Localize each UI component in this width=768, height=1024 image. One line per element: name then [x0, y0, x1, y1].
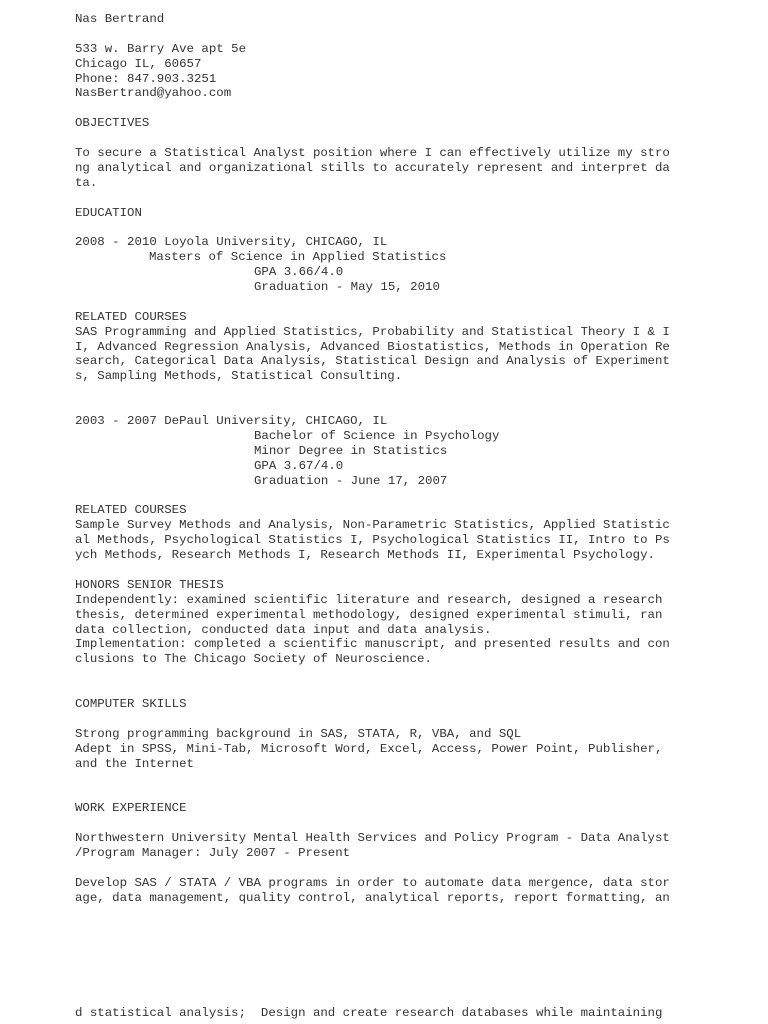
resume-document: [75, 12, 755, 905]
loyola-courses-line: I, Advanced Regression Analysis, Advanced Biostatistics, Methods in Operation Re: [75, 339, 670, 354]
thesis-line: Independently: examined scientific literature and research, designed a research: [75, 592, 663, 607]
loyola-courses-line: search, Categorical Data Analysis, Statistical Design and Analysis of Experiment: [75, 354, 670, 369]
objectives-line: To secure a Statistical Analyst position where I can effectively utilize my stro: [75, 146, 670, 161]
objectives-line: ta.: [75, 175, 98, 190]
depaul-courses-heading: RELATED COURSES: [75, 503, 187, 518]
thesis-line: thesis, determined experimental methodology, designed experimental stimuli, ran: [75, 607, 663, 622]
work-heading: WORK EXPERIENCE: [75, 801, 187, 816]
skills-line: and the Internet: [75, 756, 194, 771]
loyola-courses-heading: RELATED COURSES: [75, 309, 187, 324]
depaul-courses-line: Sample Survey Methods and Analysis, Non-Parametric Statistics, Applied Statistic: [75, 518, 670, 533]
depaul-courses-line: ych Methods, Research Methods I, Research Methods II, Experimental Psychology.: [75, 548, 655, 563]
applicant-name: Nas Bertrand: [75, 12, 165, 26]
depaul-graduation: Graduation - June 17, 2007: [254, 473, 448, 488]
phone: Phone: 847.903.3251: [75, 71, 217, 86]
work-desc-continued: d statistical analysis; Design and create research databases while maintaining: [75, 1006, 663, 1020]
loyola-degree: Masters of Science in Applied Statistics: [149, 250, 447, 265]
thesis-line: Implementation: completed a scientific manuscript, and presented results and con: [75, 637, 670, 652]
thesis-line: clusions to The Chicago Society of Neuroscience.: [75, 652, 432, 667]
skills-heading: COMPUTER SKILLS: [75, 696, 187, 711]
depaul-courses-line: al Methods, Psychological Statistics I, Psychological Statistics II, Intro to Ps: [75, 533, 670, 548]
loyola-courses-line: SAS Programming and Applied Statistics, Probability and Statistical Theory I & I: [75, 324, 670, 339]
education-heading: EDUCATION: [75, 205, 142, 220]
skills-line: Strong programming background in SAS, STATA, R, VBA, and SQL: [75, 726, 522, 741]
loyola-graduation: Graduation - May 15, 2010: [254, 280, 440, 295]
work-title-line: Northwestern University Mental Health Services and Policy Program - Data Analyst: [75, 830, 670, 845]
thesis-line: data collection, conducted data input and data analysis.: [75, 622, 492, 637]
depaul-minor: Minor Degree in Statistics: [254, 443, 448, 458]
address-line-1: 533 w. Barry Ave apt 5e: [75, 41, 247, 56]
email: NasBertrand@yahoo.com: [75, 86, 232, 101]
work-desc-line: Develop SAS / STATA / VBA programs in order to automate data mergence, data stor: [75, 875, 670, 890]
depaul-gpa: GPA 3.67/4.0: [254, 458, 344, 473]
objectives-heading: OBJECTIVES: [75, 116, 150, 131]
work-desc-line: age, data management, quality control, analytical reports, report formatting, an: [75, 890, 670, 905]
depaul-degree: Bachelor of Science in Psychology: [254, 428, 500, 443]
loyola-gpa: GPA 3.66/4.0: [254, 265, 344, 280]
work-title-line: /Program Manager: July 2007 - Present: [75, 845, 351, 860]
depaul-entry: 2003 - 2007 DePaul University, CHICAGO, IL: [75, 414, 388, 429]
skills-line: Adept in SPSS, Mini-Tab, Microsoft Word, Excel, Access, Power Point, Publisher,: [75, 741, 663, 756]
loyola-entry: 2008 - 2010 Loyola University, CHICAGO, IL: [75, 235, 388, 250]
loyola-courses-line: s, Sampling Methods, Statistical Consulting.: [75, 369, 403, 384]
address-line-2: Chicago IL, 60657: [75, 56, 202, 71]
thesis-heading: HONORS SENIOR THESIS: [75, 577, 224, 592]
objectives-line: ng analytical and organizational stills to accurately represent and interpret da: [75, 160, 670, 175]
